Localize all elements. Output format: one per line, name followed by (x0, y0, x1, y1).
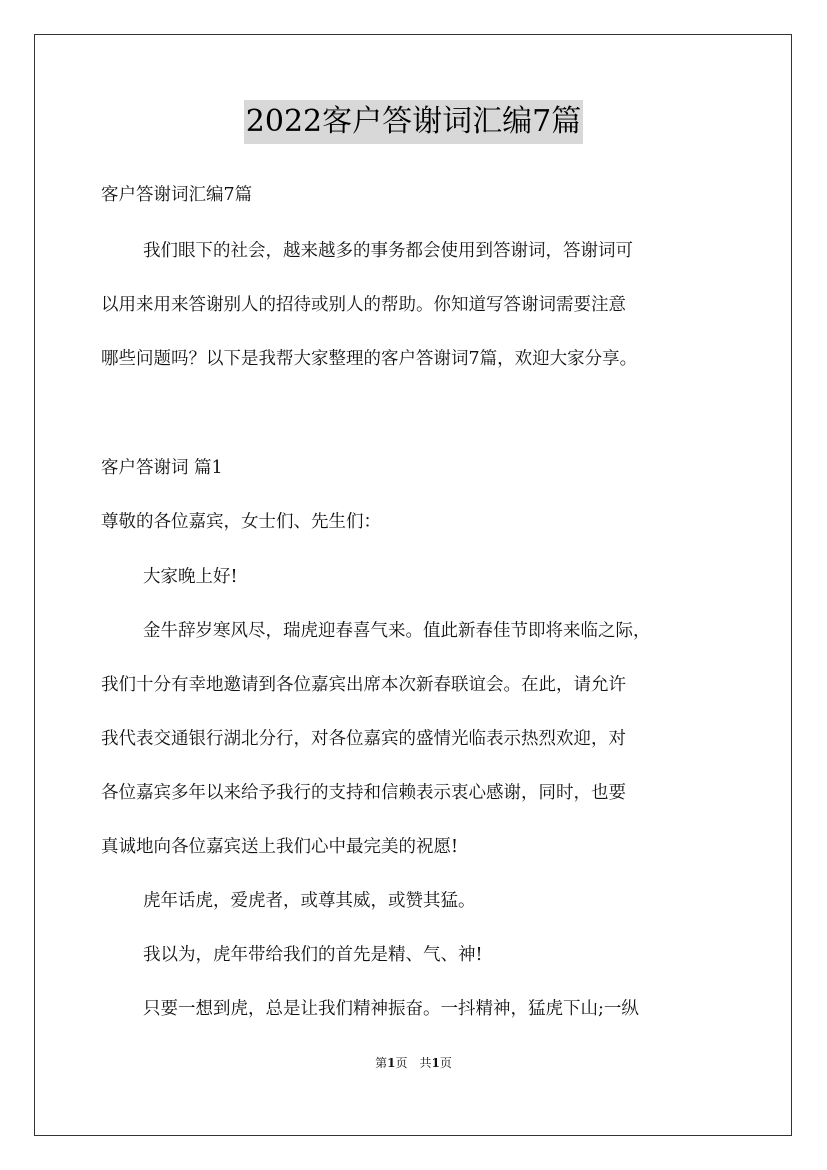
paragraph-line: 我以为，虎年带给我们的首先是精、气、神! (143, 945, 483, 965)
intro-line: 以用来用来答谢别人的招待或别人的帮助。你知道写答谢词需要注意 (101, 295, 626, 315)
section-heading: 客户答谢词 篇1 (101, 458, 223, 478)
paragraph-line: 各位嘉宾多年以来给予我行的支持和信赖表示衷心感谢，同时，也要 (101, 783, 626, 803)
page-footer (0, 1054, 827, 1071)
paragraph-line: 只要一想到虎，总是让我们精神振奋。一抖精神，猛虎下山;一纵 (143, 999, 639, 1019)
page-prefix: 第 (375, 1056, 388, 1070)
paragraph-line: 金牛辞岁寒风尽，瑞虎迎春喜气来。值此新春佳节即将来临之际， (143, 621, 651, 641)
paragraph-line: 我代表交通银行湖北分行，对各位嘉宾的盛情光临表示热烈欢迎，对 (101, 729, 626, 749)
page-suffix: 页 (439, 1056, 452, 1070)
intro-line: 哪些问题吗？以下是我帮大家整理的客户答谢词7篇，欢迎大家分享。 (101, 349, 638, 369)
greeting: 大家晚上好! (143, 567, 238, 587)
document-body (101, 0, 741, 1170)
page-total-number: 1 (431, 1056, 440, 1070)
intro-line: 我们眼下的社会，越来越多的事务都会使用到答谢词，答谢词可 (143, 241, 633, 261)
document-title: 2022客户答谢词汇编7篇 (244, 100, 583, 144)
paragraph-line: 真诚地向各位嘉宾送上我们心中最完美的祝愿! (101, 837, 459, 857)
document-subtitle: 客户答谢词汇编7篇 (101, 185, 253, 205)
page-current-number: 1 (387, 1056, 396, 1070)
paragraph-line: 我们十分有幸地邀请到各位嘉宾出席本次新春联谊会。在此，请允许 (101, 675, 626, 695)
page-mid: 页 共 (395, 1056, 432, 1070)
salutation: 尊敬的各位嘉宾，女士们、先生们： (101, 512, 381, 532)
paragraph-line: 虎年话虎，爱虎者，或尊其威，或赞其猛。 (143, 891, 476, 911)
